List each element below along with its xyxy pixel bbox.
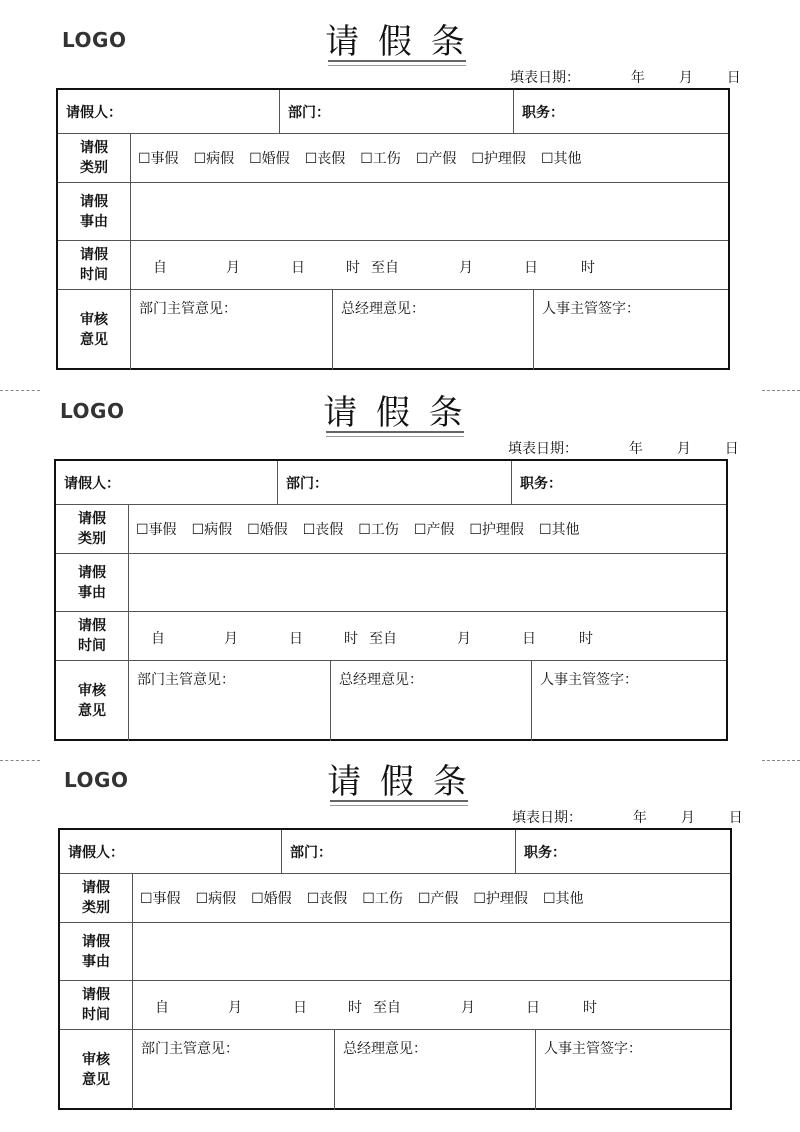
reason-label xyxy=(58,183,131,240)
fill-date xyxy=(512,807,743,827)
date-year-label: 年 xyxy=(628,441,643,457)
title-underline-thin xyxy=(328,65,466,66)
time-month: 月 xyxy=(224,631,238,647)
time-label-line2: 时间 xyxy=(80,267,108,283)
time-to: 至自 xyxy=(373,1000,401,1016)
date-day-label: 日 xyxy=(726,70,741,86)
checkbox-marriage-leave[interactable]: ☐婚假 xyxy=(249,151,290,167)
time-day: 日 xyxy=(291,260,305,276)
date-month-label: 月 xyxy=(680,810,695,826)
dept-head-opinion-field[interactable] xyxy=(129,661,330,741)
checkbox-work-injury[interactable]: ☐工伤 xyxy=(358,522,399,538)
review-row xyxy=(56,661,726,741)
time-month-end: 月 xyxy=(461,1000,475,1016)
time-day-end: 日 xyxy=(526,1000,540,1016)
time-month: 月 xyxy=(226,260,240,276)
applicant-field[interactable] xyxy=(60,830,282,873)
leave-type-row xyxy=(56,505,726,554)
time-field[interactable] xyxy=(131,241,728,289)
review-label-line1: 审核 xyxy=(78,683,106,699)
leave-form-table xyxy=(58,828,732,1110)
checkbox-other[interactable]: ☐其他 xyxy=(538,522,580,538)
review-label-line1: 审核 xyxy=(80,312,108,328)
time-field[interactable] xyxy=(129,612,726,660)
title-underline-thin xyxy=(330,805,468,806)
header-row xyxy=(56,461,726,505)
reason-row xyxy=(56,554,726,612)
review-label-line2: 意见 xyxy=(78,703,106,719)
reason-label-line1: 请假 xyxy=(80,193,108,210)
checkbox-work-injury[interactable]: ☐工伤 xyxy=(360,151,401,167)
leave-slip xyxy=(2,754,800,1124)
time-row xyxy=(58,241,728,290)
review-label-line2: 意见 xyxy=(80,332,108,348)
checkbox-sick-leave[interactable]: ☐病假 xyxy=(193,151,235,167)
checkbox-other[interactable]: ☐其他 xyxy=(542,891,584,907)
leave-type-row xyxy=(60,874,730,923)
time-label-line1: 请假 xyxy=(78,618,106,634)
reason-field[interactable] xyxy=(131,183,728,240)
date-month-label: 月 xyxy=(678,70,693,86)
department-label: 部门： xyxy=(288,105,330,121)
reason-label-line2: 事由 xyxy=(80,213,108,230)
leave-type-label-line1: 请假 xyxy=(82,880,110,896)
time-hour-end: 时 xyxy=(579,631,593,647)
checkbox-bereavement-leave[interactable]: ☐丧假 xyxy=(304,151,346,167)
checkbox-sick-leave[interactable]: ☐病假 xyxy=(195,891,237,907)
cut-line xyxy=(762,390,800,391)
slip-title: 请 假 条 xyxy=(325,22,469,62)
position-label: 职务： xyxy=(522,105,564,121)
reason-field[interactable] xyxy=(133,923,730,980)
time-field[interactable] xyxy=(133,981,730,1029)
time-month-end: 月 xyxy=(459,260,473,276)
time-month-end: 月 xyxy=(457,631,471,647)
review-label-line1: 审核 xyxy=(82,1052,110,1068)
review-label xyxy=(58,290,131,370)
time-row xyxy=(56,612,726,661)
reason-label-line1: 请假 xyxy=(78,564,106,581)
hr-signature-field[interactable] xyxy=(534,290,728,370)
hr-signature-field[interactable] xyxy=(536,1030,730,1110)
leave-type-label-line2: 类别 xyxy=(82,900,110,916)
leave-form-table xyxy=(54,459,728,741)
department-field[interactable] xyxy=(282,830,516,873)
checkbox-nursing-leave[interactable]: ☐护理假 xyxy=(469,522,524,538)
time-label-line2: 时间 xyxy=(82,1007,110,1023)
review-label-line2: 意见 xyxy=(82,1072,110,1088)
reason-label-line2: 事由 xyxy=(78,584,106,601)
header-row xyxy=(58,90,728,134)
checkbox-other[interactable]: ☐其他 xyxy=(540,151,582,167)
reason-label xyxy=(56,554,129,611)
time-label xyxy=(58,241,131,289)
reason-label-line2: 事由 xyxy=(82,953,110,970)
time-row xyxy=(60,981,730,1030)
position-label: 职务： xyxy=(520,476,562,492)
leave-slip xyxy=(0,385,798,755)
review-row xyxy=(58,290,728,370)
time-hour-end: 时 xyxy=(581,260,595,276)
applicant-field[interactable] xyxy=(58,90,280,133)
department-field[interactable] xyxy=(280,90,514,133)
reason-label-line1: 请假 xyxy=(82,933,110,950)
department-field[interactable] xyxy=(278,461,512,504)
time-label-line1: 请假 xyxy=(80,247,108,263)
checkbox-marriage-leave[interactable]: ☐婚假 xyxy=(247,522,288,538)
reason-row xyxy=(60,923,730,981)
reason-row xyxy=(58,183,728,241)
department-label: 部门： xyxy=(286,476,328,492)
time-label-line2: 时间 xyxy=(78,638,106,654)
fill-date-label: 填表日期： xyxy=(512,810,582,826)
leave-type-label-line2: 类别 xyxy=(78,531,106,547)
logo: LOGO xyxy=(62,28,127,52)
logo: LOGO xyxy=(64,768,129,792)
checkbox-bereavement-leave[interactable]: ☐丧假 xyxy=(306,891,348,907)
leave-type-label xyxy=(60,874,133,922)
checkbox-nursing-leave[interactable]: ☐护理假 xyxy=(471,151,526,167)
dept-head-opinion-label: 部门主管意见： xyxy=(139,301,237,317)
checkbox-bereavement-leave[interactable]: ☐丧假 xyxy=(302,522,344,538)
time-label xyxy=(56,612,129,660)
applicant-label: 请假人： xyxy=(64,476,120,492)
date-month-label: 月 xyxy=(676,441,691,457)
time-from: 自 xyxy=(153,260,167,276)
gm-opinion-label: 总经理意见： xyxy=(341,301,425,317)
checkbox-maternity-leave[interactable]: ☐产假 xyxy=(415,151,457,167)
slip-title: 请 假 条 xyxy=(323,393,467,433)
reason-label xyxy=(60,923,133,980)
dept-head-opinion-field[interactable] xyxy=(133,1030,334,1110)
time-to: 至自 xyxy=(371,260,399,276)
header-row xyxy=(60,830,730,874)
leave-type-options xyxy=(140,888,599,908)
fill-date-label: 填表日期： xyxy=(510,70,580,86)
leave-form-table xyxy=(56,88,730,370)
time-hour: 时 xyxy=(346,260,360,276)
title-underline-thin xyxy=(326,436,464,437)
applicant-label: 请假人： xyxy=(66,105,122,121)
gm-opinion-label: 总经理意见： xyxy=(343,1041,427,1057)
fill-date xyxy=(508,438,739,458)
checkbox-marriage-leave[interactable]: ☐婚假 xyxy=(251,891,292,907)
date-year-label: 年 xyxy=(630,70,645,86)
leave-type-label xyxy=(58,134,131,182)
leave-type-options xyxy=(136,519,595,539)
time-hour: 时 xyxy=(348,1000,362,1016)
applicant-field[interactable] xyxy=(56,461,278,504)
position-field[interactable] xyxy=(514,90,728,133)
time-day-end: 日 xyxy=(524,260,538,276)
review-label xyxy=(60,1030,133,1110)
dept-head-opinion-label: 部门主管意见： xyxy=(137,672,235,688)
cut-line xyxy=(0,390,40,391)
review-label xyxy=(56,661,129,741)
date-day-label: 日 xyxy=(728,810,743,826)
time-day: 日 xyxy=(293,1000,307,1016)
checkbox-personal-leave[interactable]: ☐事假 xyxy=(138,151,179,167)
gm-opinion-field[interactable] xyxy=(333,290,533,370)
time-from: 自 xyxy=(151,631,165,647)
time-to: 至自 xyxy=(369,631,397,647)
leave-type-label-line2: 类别 xyxy=(80,160,108,176)
title-underline xyxy=(328,60,466,62)
cut-line xyxy=(0,760,40,761)
time-month: 月 xyxy=(228,1000,242,1016)
leave-type-label-line1: 请假 xyxy=(78,511,106,527)
leave-type-row xyxy=(58,134,728,183)
date-year-label: 年 xyxy=(632,810,647,826)
position-field[interactable] xyxy=(512,461,726,504)
logo: LOGO xyxy=(60,399,125,423)
time-from: 自 xyxy=(155,1000,169,1016)
position-field[interactable] xyxy=(516,830,730,873)
dept-head-opinion-field[interactable] xyxy=(131,290,332,370)
dept-head-opinion-label: 部门主管意见： xyxy=(141,1041,239,1057)
time-hour: 时 xyxy=(344,631,358,647)
time-hour-end: 时 xyxy=(583,1000,597,1016)
applicant-label: 请假人： xyxy=(68,845,124,861)
hr-signature-label: 人事主管签字： xyxy=(544,1041,642,1057)
time-label-line1: 请假 xyxy=(82,987,110,1003)
checkbox-sick-leave[interactable]: ☐病假 xyxy=(191,522,233,538)
gm-opinion-field[interactable] xyxy=(335,1030,535,1110)
cut-line xyxy=(762,760,800,761)
time-day-end: 日 xyxy=(522,631,536,647)
position-label: 职务： xyxy=(524,845,566,861)
fill-date xyxy=(510,67,741,87)
checkbox-maternity-leave[interactable]: ☐产假 xyxy=(413,522,455,538)
checkbox-personal-leave[interactable]: ☐事假 xyxy=(140,891,181,907)
date-day-label: 日 xyxy=(724,441,739,457)
hr-signature-label: 人事主管签字： xyxy=(542,301,640,317)
time-label xyxy=(60,981,133,1029)
title-underline xyxy=(326,431,464,433)
title-underline xyxy=(330,800,468,802)
department-label: 部门： xyxy=(290,845,332,861)
leave-slip xyxy=(0,14,800,384)
leave-type-label-line1: 请假 xyxy=(80,140,108,156)
fill-date-label: 填表日期： xyxy=(508,441,578,457)
checkbox-personal-leave[interactable]: ☐事假 xyxy=(136,522,177,538)
gm-opinion-field[interactable] xyxy=(331,661,531,741)
gm-opinion-label: 总经理意见： xyxy=(339,672,423,688)
time-day: 日 xyxy=(289,631,303,647)
checkbox-maternity-leave[interactable]: ☐产假 xyxy=(417,891,459,907)
checkbox-work-injury[interactable]: ☐工伤 xyxy=(362,891,403,907)
reason-field[interactable] xyxy=(129,554,726,611)
leave-type-label xyxy=(56,505,129,553)
hr-signature-field[interactable] xyxy=(532,661,726,741)
hr-signature-label: 人事主管签字： xyxy=(540,672,638,688)
checkbox-nursing-leave[interactable]: ☐护理假 xyxy=(473,891,528,907)
review-row xyxy=(60,1030,730,1110)
slip-title: 请 假 条 xyxy=(327,762,471,802)
leave-type-options xyxy=(138,148,597,168)
